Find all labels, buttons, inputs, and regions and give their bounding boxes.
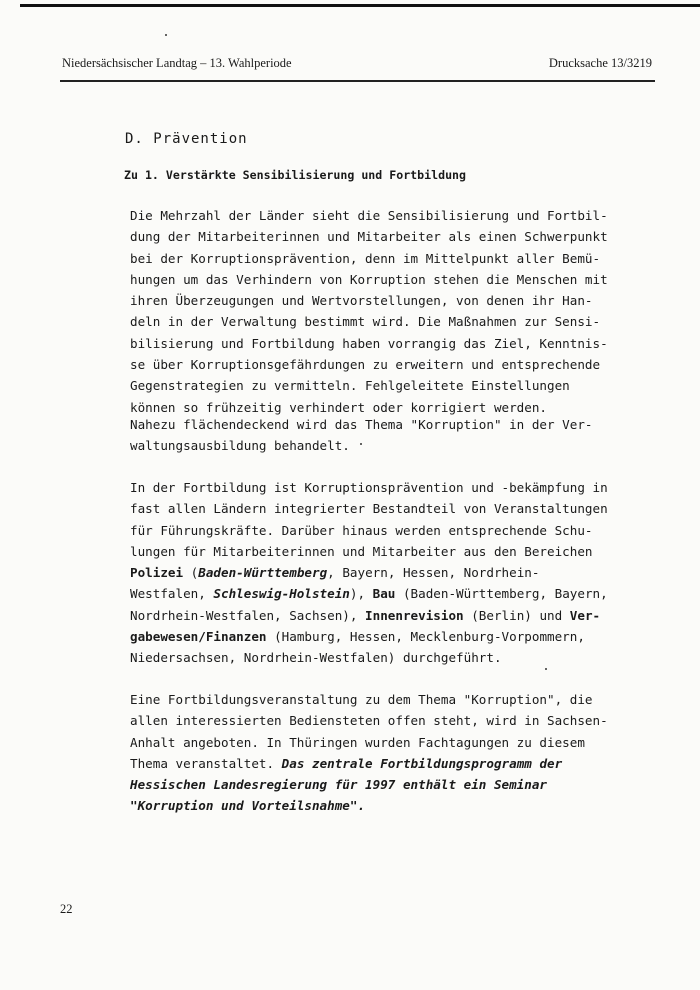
header-rule (60, 80, 655, 82)
subsection-heading: Zu 1. Verstärkte Sensibilisierung und Fortbildung (124, 168, 467, 182)
top-border-rule (20, 4, 700, 7)
italic-bold-run: Das zentrale Fortbildungsprogramm der (281, 755, 563, 771)
text-run: Westfalen, (130, 586, 214, 602)
text-line: Anhalt angeboten. In Thüringen wurden Fachtagungen zu diesem (130, 734, 585, 750)
text-line: Hessischen Landesregierung für 1997 enthält ein Seminar (130, 777, 548, 793)
text-run: (Hamburg, Hessen, Mecklenburg-Vorpommern, (266, 629, 585, 645)
bold-term-vergabewesen: Ver- (569, 607, 601, 623)
header-document-number: Drucksache 13/3219 (548, 56, 652, 70)
text-run: (Baden-Württemberg, Bayern, (395, 586, 608, 602)
text-line: In der Fortbildung ist Korruptionsprävention und -bekämpfung in (130, 480, 608, 495)
paragraph-sensibilisierung (130, 205, 608, 418)
text-run: Thema veranstaltet. (130, 755, 282, 771)
bold-term-bau: Bau (372, 586, 396, 602)
text-line: Niedersachsen, Nordrhein-Westfalen) durchgeführt. (130, 650, 502, 666)
scan-speck (545, 668, 547, 670)
text-run: ), (349, 586, 373, 602)
text-line: Die Mehrzahl der Länder sieht die Sensibilisierung und Fortbil- (130, 208, 608, 223)
text-line: Eine Fortbildungsveranstaltung zu dem Thema "Korruption", die (130, 692, 593, 707)
section-title: D. Prävention (125, 131, 248, 147)
text-line (130, 583, 608, 604)
text-run: Nordrhein-Westfalen, Sachsen), (130, 607, 366, 623)
header-parliament: Niedersächsischer Landtag – 13. Wahlperiode (62, 56, 292, 70)
text-line: hungen um das Verhindern von Korruption stehen die Menschen mit (130, 271, 608, 287)
text-line (130, 753, 600, 774)
text-line (130, 562, 600, 583)
paragraph-ausbildung (130, 414, 600, 457)
text-line: bilisierung und Fortbildung haben vorrangig das Ziel, Kenntnis- (130, 335, 608, 351)
text-line: allen interessierten Bediensteten offen steht, wird in Sachsen- (130, 713, 608, 729)
text-line: Nahezu flächendeckend wird das Thema "Korruption" in der Ver- (130, 417, 593, 432)
text-run: (Berlin) und (463, 607, 570, 623)
text-line: "Korruption und Vorteilsnahme". (130, 798, 366, 814)
bold-term-polizei: Polizei (130, 565, 184, 581)
bold-term-innenrevision: Innenrevision (365, 607, 464, 623)
text-line: können so frühzeitig verhindert oder korrigiert werden. (130, 399, 548, 415)
scan-speck (360, 443, 362, 445)
paragraph-fortbildung (130, 477, 608, 669)
text-line: für Führungskräfte. Darüber hinaus werden entsprechende Schu- (130, 522, 593, 538)
paragraph-veranstaltung (130, 689, 608, 817)
text-run: ( (183, 565, 199, 581)
bold-term-finanzen: gabewesen/Finanzen (130, 629, 267, 645)
scan-speck (165, 34, 167, 36)
text-line: ihren Überzeugungen und Wertvorstellungen, von denen ihr Han- (130, 293, 593, 309)
text-line (130, 605, 600, 626)
text-line: waltungsausbildung behandelt. (130, 438, 350, 454)
italic-term-baden-wuerttemberg: Baden-Württemberg (198, 565, 328, 581)
text-line: lungen für Mitarbeiterinnen und Mitarbeiter aus den Bereichen (130, 543, 593, 559)
text-line: bei der Korruptionsprävention, denn im Mittelpunkt aller Bemü- (130, 250, 601, 266)
text-line: fast allen Ländern integrierter Bestandteil von Veranstaltungen (130, 501, 608, 517)
text-line: se über Korruptionsgefährdungen zu erweitern und entsprechende (130, 357, 601, 373)
text-line (130, 626, 600, 647)
text-run: , Bayern, Hessen, Nordrhein- (327, 565, 540, 581)
text-line: Gegenstrategien zu vermitteln. Fehlgeleitete Einstellungen (130, 378, 570, 394)
page-number: 22 (60, 902, 73, 916)
text-line: dung der Mitarbeiterinnen und Mitarbeiter als einen Schwerpunkt (130, 229, 608, 245)
italic-term-schleswig-holstein: Schleswig-Holstein (213, 586, 350, 602)
text-line: deln in der Verwaltung bestimmt wird. Die Maßnahmen zur Sensi- (130, 314, 601, 330)
